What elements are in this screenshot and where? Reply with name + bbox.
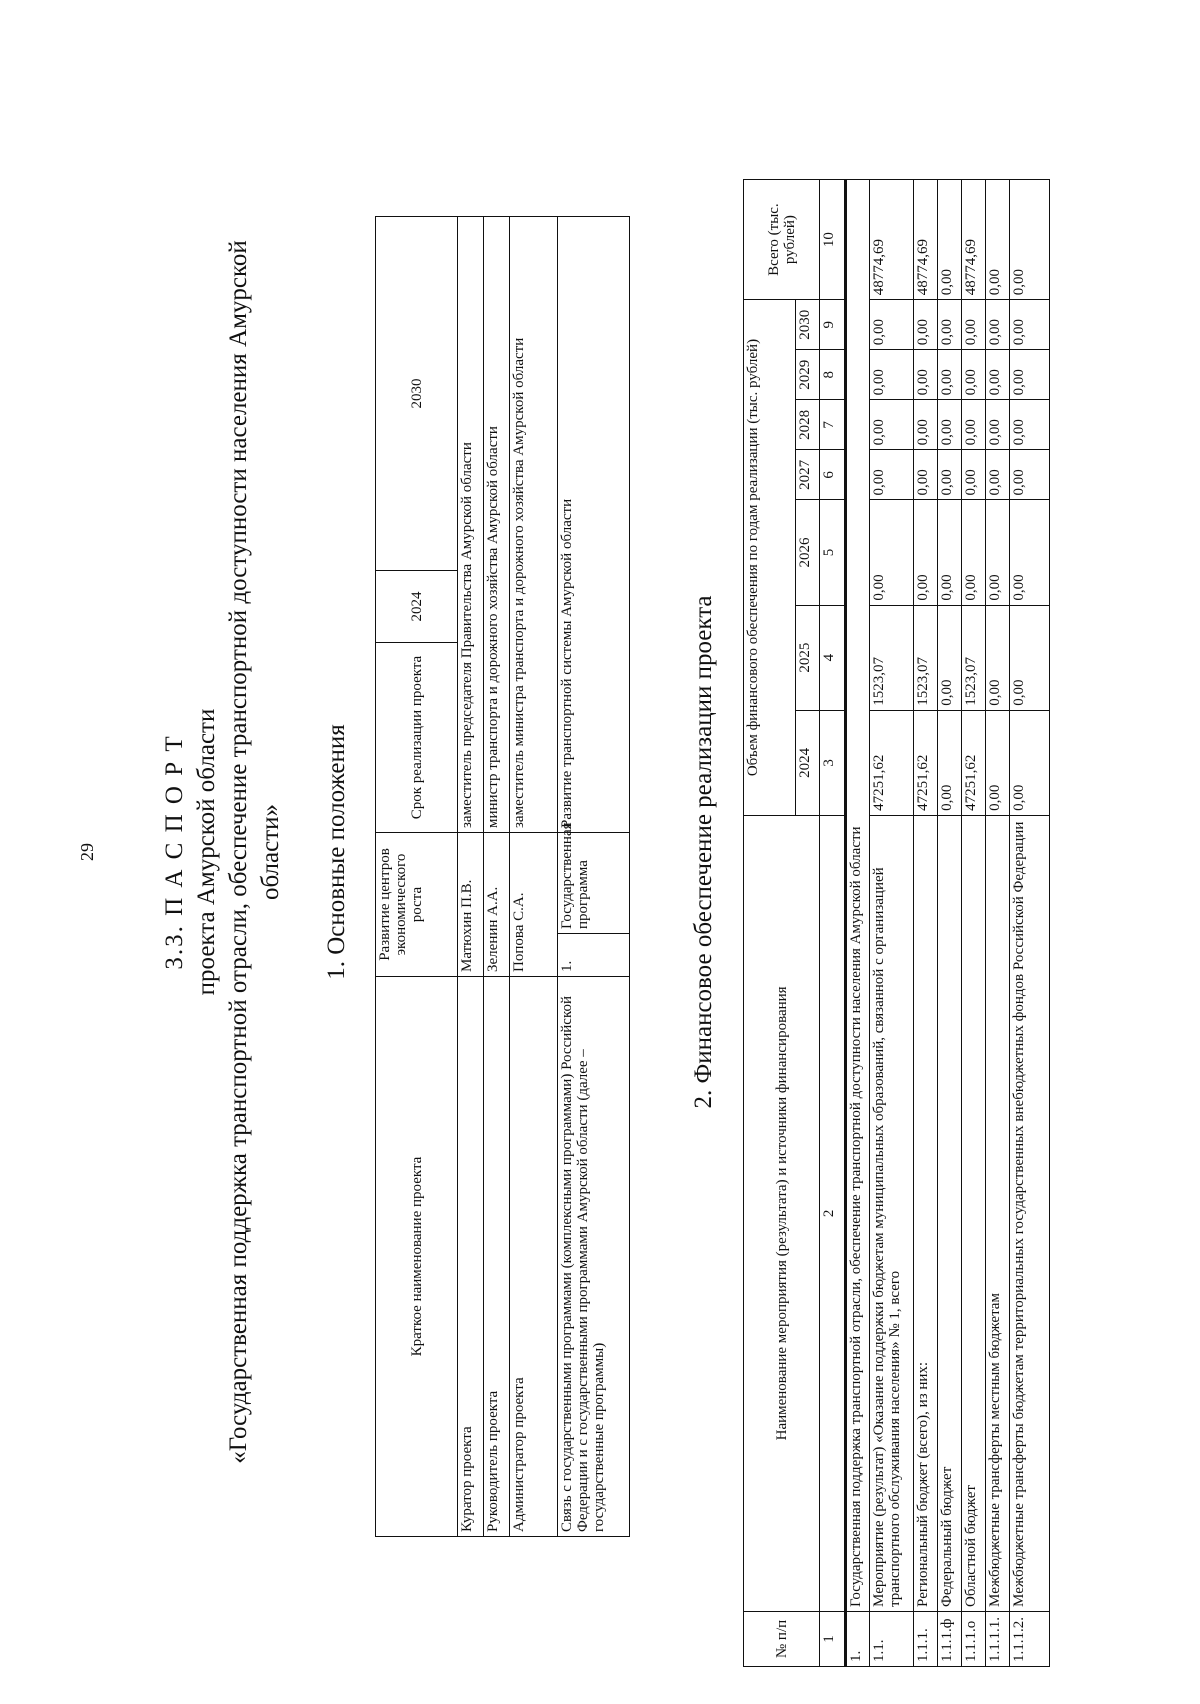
head-person: Зеленин А.А. [484,833,510,977]
year-2028: 2028 [796,400,820,450]
header-start-year: 2024 [376,571,458,643]
row-value: 0,00 [938,710,962,815]
row-total: 48774,69 [962,180,986,300]
row-value: 0,00 [870,450,914,500]
row-value: 1523,07 [962,605,986,710]
row-total: 0,00 [1010,180,1050,300]
financing-table [743,179,1050,1667]
col-number: 10 [820,180,846,300]
row-value: 0,00 [938,450,962,500]
year-2029: 2029 [796,350,820,400]
curator-label: Куратор проекта [458,977,484,1537]
col-number: 1 [820,1611,846,1666]
head-label: Руководитель проекта [484,977,510,1537]
header-term: Срок реализации проекта [376,643,458,833]
page-number: 29 [77,843,97,861]
col-number: 2 [820,815,846,1611]
curator-role: заместитель председателя Правительства Амурской области [458,217,484,833]
row-value: 0,00 [914,350,938,400]
header-volume: Объем финансового обеспечения по годам реализации (тыс. рублей) [744,300,796,816]
table-row [962,180,986,1667]
row-name: Межбюджетные трансферты местным бюджетам [986,815,1010,1611]
row-name: Мероприятие (результат) «Оказание поддержки бюджетам муниципальных образований, связанной с организацией транспортного обслуживания населения» № 1, всего [870,815,914,1611]
col-number: 3 [820,710,846,815]
section1-heading: 1. Основные положения [323,724,350,980]
row-name: Государственная поддержка транспортной отрасли, обеспечение транспортной доступности населения Амурской области [846,180,870,1612]
row-num: 1.1.1.о [962,1611,986,1666]
year-2024: 2024 [796,710,820,815]
row-value: 0,00 [986,710,1010,815]
passport-title: 3.3. П А С П О Р Т [161,734,188,970]
table-row [1010,180,1050,1667]
row-value: 1523,07 [870,605,914,710]
program-link-num: 1. [558,934,630,977]
row-value: 0,00 [986,605,1010,710]
row-value: 0,00 [1010,710,1050,815]
row-value: 0,00 [1010,300,1050,350]
header-num: № п/п [744,1611,820,1666]
row-value: 0,00 [870,350,914,400]
row-total: 48774,69 [870,180,914,300]
header-end-year: 2030 [376,217,458,571]
row-value: 1523,07 [914,605,938,710]
row-num: 1.1.1.ф [938,1611,962,1666]
admin-person: Попова С.А. [510,833,558,977]
row-value: 0,00 [870,500,914,605]
row-value: 0,00 [870,300,914,350]
row-name: Областной бюджет [962,815,986,1611]
year-2027: 2027 [796,450,820,500]
row-num: 1.1.1.2. [1010,1611,1050,1666]
row-value: 0,00 [986,450,1010,500]
row-total: 48774,69 [914,180,938,300]
col-number: 5 [820,500,846,605]
row-name: Региональный бюджет (всего), из них: [914,815,938,1611]
row-value: 0,00 [914,400,938,450]
row-value: 0,00 [914,300,938,350]
col-number: 6 [820,450,846,500]
year-2030: 2030 [796,300,820,350]
row-value: 0,00 [962,350,986,400]
row-value: 0,00 [938,605,962,710]
col-number: 7 [820,400,846,450]
main-provisions-table [375,216,630,1537]
row-value: 0,00 [962,400,986,450]
row-value: 0,00 [870,400,914,450]
project-name-line1: «Государственная поддержка транспортной отрасли, обеспечение транспортной доступности населения Амурской [225,240,252,1464]
row-value: 0,00 [986,300,1010,350]
row-value: 0,00 [962,500,986,605]
row-value: 0,00 [986,500,1010,605]
header-total: Всего (тыс. рублей) [744,180,820,300]
row-value: 0,00 [1010,450,1050,500]
row-value: 47251,62 [914,710,938,815]
row-value: 47251,62 [870,710,914,815]
row-value: 0,00 [1010,350,1050,400]
row-name: Межбюджетные трансферты бюджетам территориальных государственных внебюджетных фондов Российской Федерации [1010,815,1050,1611]
curator-person: Матюхин П.В. [458,833,484,977]
header-name: Наименование мероприятия (результата) и источники финансирования [744,815,820,1611]
row-total: 0,00 [938,180,962,300]
row-value: 0,00 [914,500,938,605]
program-link-value: Развитие транспортной системы Амурской области [558,217,630,833]
admin-label: Администратор проекта [510,977,558,1537]
header-short-name: Краткое наименование проекта [376,977,458,1537]
table-row [938,180,962,1667]
program-link-kind: Государственная программа [558,833,630,934]
col-number: 4 [820,605,846,710]
row-value: 0,00 [962,300,986,350]
row-value: 0,00 [1010,500,1050,605]
row-num: 1. [846,1611,870,1666]
table-row [986,180,1010,1667]
row-total: 0,00 [986,180,1010,300]
head-role: министр транспорта и дорожного хозяйства Амурской области [484,217,510,833]
row-value: 0,00 [1010,400,1050,450]
year-2026: 2026 [796,500,820,605]
header-growth-centers: Развитие центров экономического роста [376,833,458,977]
row-value: 0,00 [962,450,986,500]
row-value: 0,00 [938,500,962,605]
year-2025: 2025 [796,605,820,710]
row-value: 0,00 [938,300,962,350]
row-num: 1.1. [870,1611,914,1666]
admin-role: заместитель министра транспорта и дорожного хозяйства Амурской области [510,217,558,833]
table-row [870,180,914,1667]
row-name: Федеральный бюджет [938,815,962,1611]
row-num: 1.1.1. [914,1611,938,1666]
section2-heading: 2. Финансовое обеспечение реализации проекта [690,595,717,1109]
row-value: 0,00 [914,450,938,500]
row-value: 0,00 [986,350,1010,400]
row-value: 0,00 [938,400,962,450]
row-num: 1.1.1.1. [986,1611,1010,1666]
col-number: 8 [820,350,846,400]
row-value: 47251,62 [962,710,986,815]
row-value: 0,00 [938,350,962,400]
row-value: 0,00 [1010,605,1050,710]
col-number: 9 [820,300,846,350]
passport-subtitle: проекта Амурской области [193,708,220,996]
row-value: 0,00 [986,400,1010,450]
project-name-line2: области» [257,803,284,901]
section-row [846,180,870,1667]
program-link-label: Связь с государственными программами (комплексными программами) Российской Федерации и с государственными программами Амурской области (далее – государственные программы) [558,977,630,1537]
table-row [914,180,938,1667]
